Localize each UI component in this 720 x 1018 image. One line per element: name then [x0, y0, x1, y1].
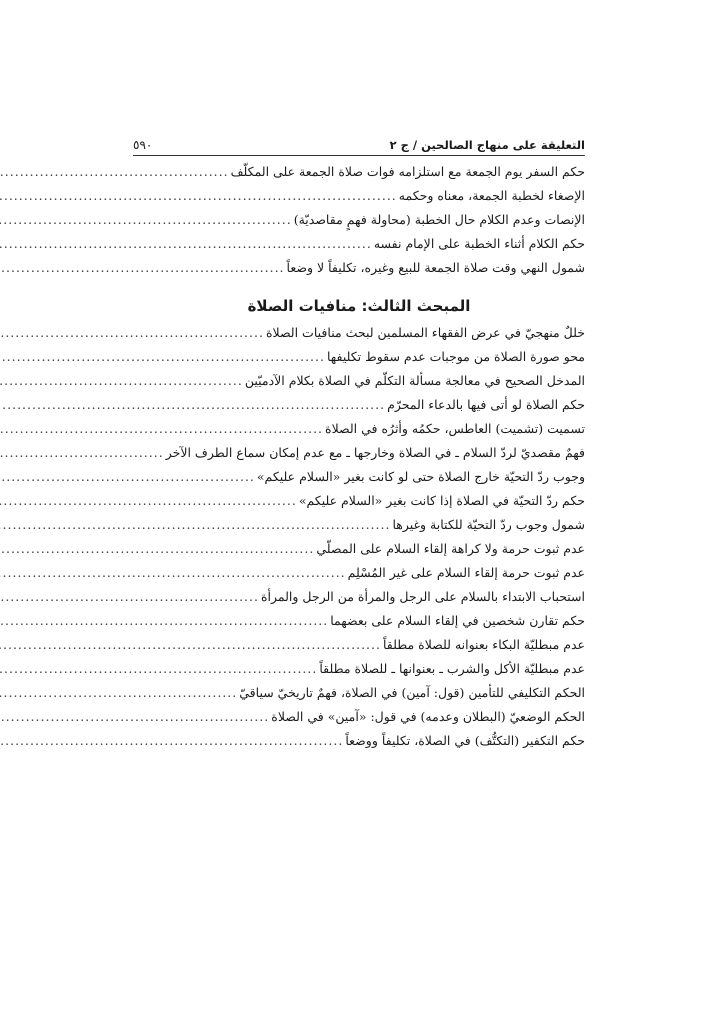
- dot-leader: [0, 160, 229, 184]
- dot-leader: [0, 633, 381, 657]
- toc-entry: [133, 489, 585, 513]
- dot-leader: [0, 489, 297, 513]
- toc-entry: [133, 465, 585, 489]
- toc-entry-title: شمول وجوب ردّ التحيّة للكتابة وغيرها: [392, 517, 585, 532]
- toc-entry: [133, 160, 585, 184]
- dot-leader: [0, 256, 285, 280]
- book-page: [133, 133, 585, 753]
- dot-leader: [0, 609, 328, 633]
- dot-leader: [0, 208, 292, 232]
- toc-entry-title: الإنصات وعدم الكلام حال الخطبة (محاولة فهمٍ مقاصديّة): [293, 212, 585, 227]
- dot-leader: [0, 657, 317, 681]
- dot-leader: [0, 184, 397, 208]
- dot-leader: [0, 561, 346, 585]
- toc-entry: [133, 321, 585, 345]
- toc-entry-title: وجوب ردّ التحيّة خارج الصلاة حتى لو كانت بغير «السلام عليكم»: [256, 469, 585, 484]
- toc-entry: [133, 585, 585, 609]
- dot-leader: [0, 345, 325, 369]
- dot-leader: [0, 369, 243, 393]
- toc-entry-title: الحكم الوضعيّ (البطلان وعدمه) في قول: «آمين» في الصلاة: [271, 709, 585, 724]
- toc-list-group-1: [133, 160, 585, 280]
- page-number: ٥٩٠: [133, 138, 153, 152]
- toc-entry: [133, 633, 585, 657]
- running-title: التعليقة على منهاج الصالحين / ج ٢: [389, 138, 585, 152]
- toc-entry-title: حكم السفر يوم الجمعة مع استلزامه فوات صلاة الجمعة على المكلّف: [230, 164, 585, 179]
- toc-entry: [133, 609, 585, 633]
- toc-entry: [133, 513, 585, 537]
- toc-entry: [133, 208, 585, 232]
- toc-entry-title: حكم التكفير (التكتُّف) في الصلاة، تكليفاً ووضعاً: [345, 733, 585, 748]
- toc-entry: [133, 705, 585, 729]
- toc-entry-title: حكم الكلام أثناء الخطبة على الإمام نفسه: [373, 236, 585, 251]
- dot-leader: [0, 393, 385, 417]
- toc-entry: [133, 256, 585, 280]
- toc-entry: [133, 184, 585, 208]
- toc-entry-title: فهمٌ مقصديّ لردّ السلام ـ في الصلاة وخارجها ـ مع عدم إمكان سماع الطرف الآخر: [165, 445, 585, 460]
- dot-leader: [0, 729, 343, 753]
- toc-entry: [133, 417, 585, 441]
- section-heading: المبحث الثالث: منافيات الصلاة: [247, 297, 471, 315]
- toc-entry-title: محو صورة الصلاة من موجبات عدم سقوط تكليفها: [326, 349, 585, 364]
- toc-entry: [133, 369, 585, 393]
- dot-leader: [0, 705, 269, 729]
- toc-entry-title: عدم مبطليّة الأكل والشرب ـ بعنوانها ـ للصلاة مطلقاً: [319, 661, 585, 676]
- toc-entry-title: تسميت (تشميت) العاطس، حكمُه وأثرُه في الصلاة: [325, 421, 585, 436]
- toc-entry-title: عدم مبطليّة البكاء بعنوانه للصلاة مطلقاً: [382, 637, 585, 652]
- toc-entry-title: حكم ردّ التحيّة في الصلاة إذا كانت بغير «السلام عليكم»: [298, 493, 585, 508]
- toc-entry-title: استحباب الابتداء بالسلام على الرجل والمرأة من الرجل والمرأة: [260, 589, 585, 604]
- toc-entry: [133, 729, 585, 753]
- toc-list-group-2: [133, 321, 585, 753]
- dot-leader: [0, 441, 164, 465]
- running-header: [133, 133, 585, 156]
- dot-leader: [0, 681, 237, 705]
- toc-entry-title: عدم ثبوت حرمة إلقاء السلام على غير المُسْلِم: [347, 565, 585, 580]
- toc-entry: [133, 345, 585, 369]
- toc-entry-title: شمول النهي وقت صلاة الجمعة للبيع وغيره، تكليفاً لا وضعاً: [286, 260, 585, 275]
- toc-entry: [133, 657, 585, 681]
- dot-leader: [0, 417, 323, 441]
- toc-entry: [133, 561, 585, 585]
- dot-leader: [0, 321, 264, 345]
- dot-leader: [0, 513, 390, 537]
- toc-entry-title: المدخل الصحيح في معالجة مسألة التكلّم في الصلاة بكلام الآدميّين: [244, 373, 585, 388]
- toc-entry-title: حكم الصلاة لو أتى فيها بالدعاء المحرّم: [387, 397, 585, 412]
- toc-entry-title: الحكم التكليفي للتأمين (قول: آمين) في الصلاة، فهمٌ تاريخيّ سياقيّ: [239, 685, 585, 700]
- toc-entry: [133, 681, 585, 705]
- toc-entry-title: خللٌ منهجيّ في عرض الفقهاء المسلمين لبحث منافيات الصلاة: [265, 325, 585, 340]
- dot-leader: [0, 232, 372, 256]
- dot-leader: [0, 465, 255, 489]
- dot-leader: [0, 585, 259, 609]
- toc-entry: [133, 537, 585, 561]
- dot-leader: [0, 537, 314, 561]
- toc-entry: [133, 232, 585, 256]
- toc-entry-title: حكم تقارن شخصين في إلقاء السلام على بعضهما: [330, 613, 585, 628]
- toc-entry: [133, 393, 585, 417]
- toc-entry-title: عدم ثبوت حرمة ولا كراهة إلقاء السلام على المصلّي: [316, 541, 585, 556]
- toc-entry-title: الإصغاء لخطبة الجمعة، معناه وحكمه: [398, 188, 585, 203]
- toc-entry: [133, 441, 585, 465]
